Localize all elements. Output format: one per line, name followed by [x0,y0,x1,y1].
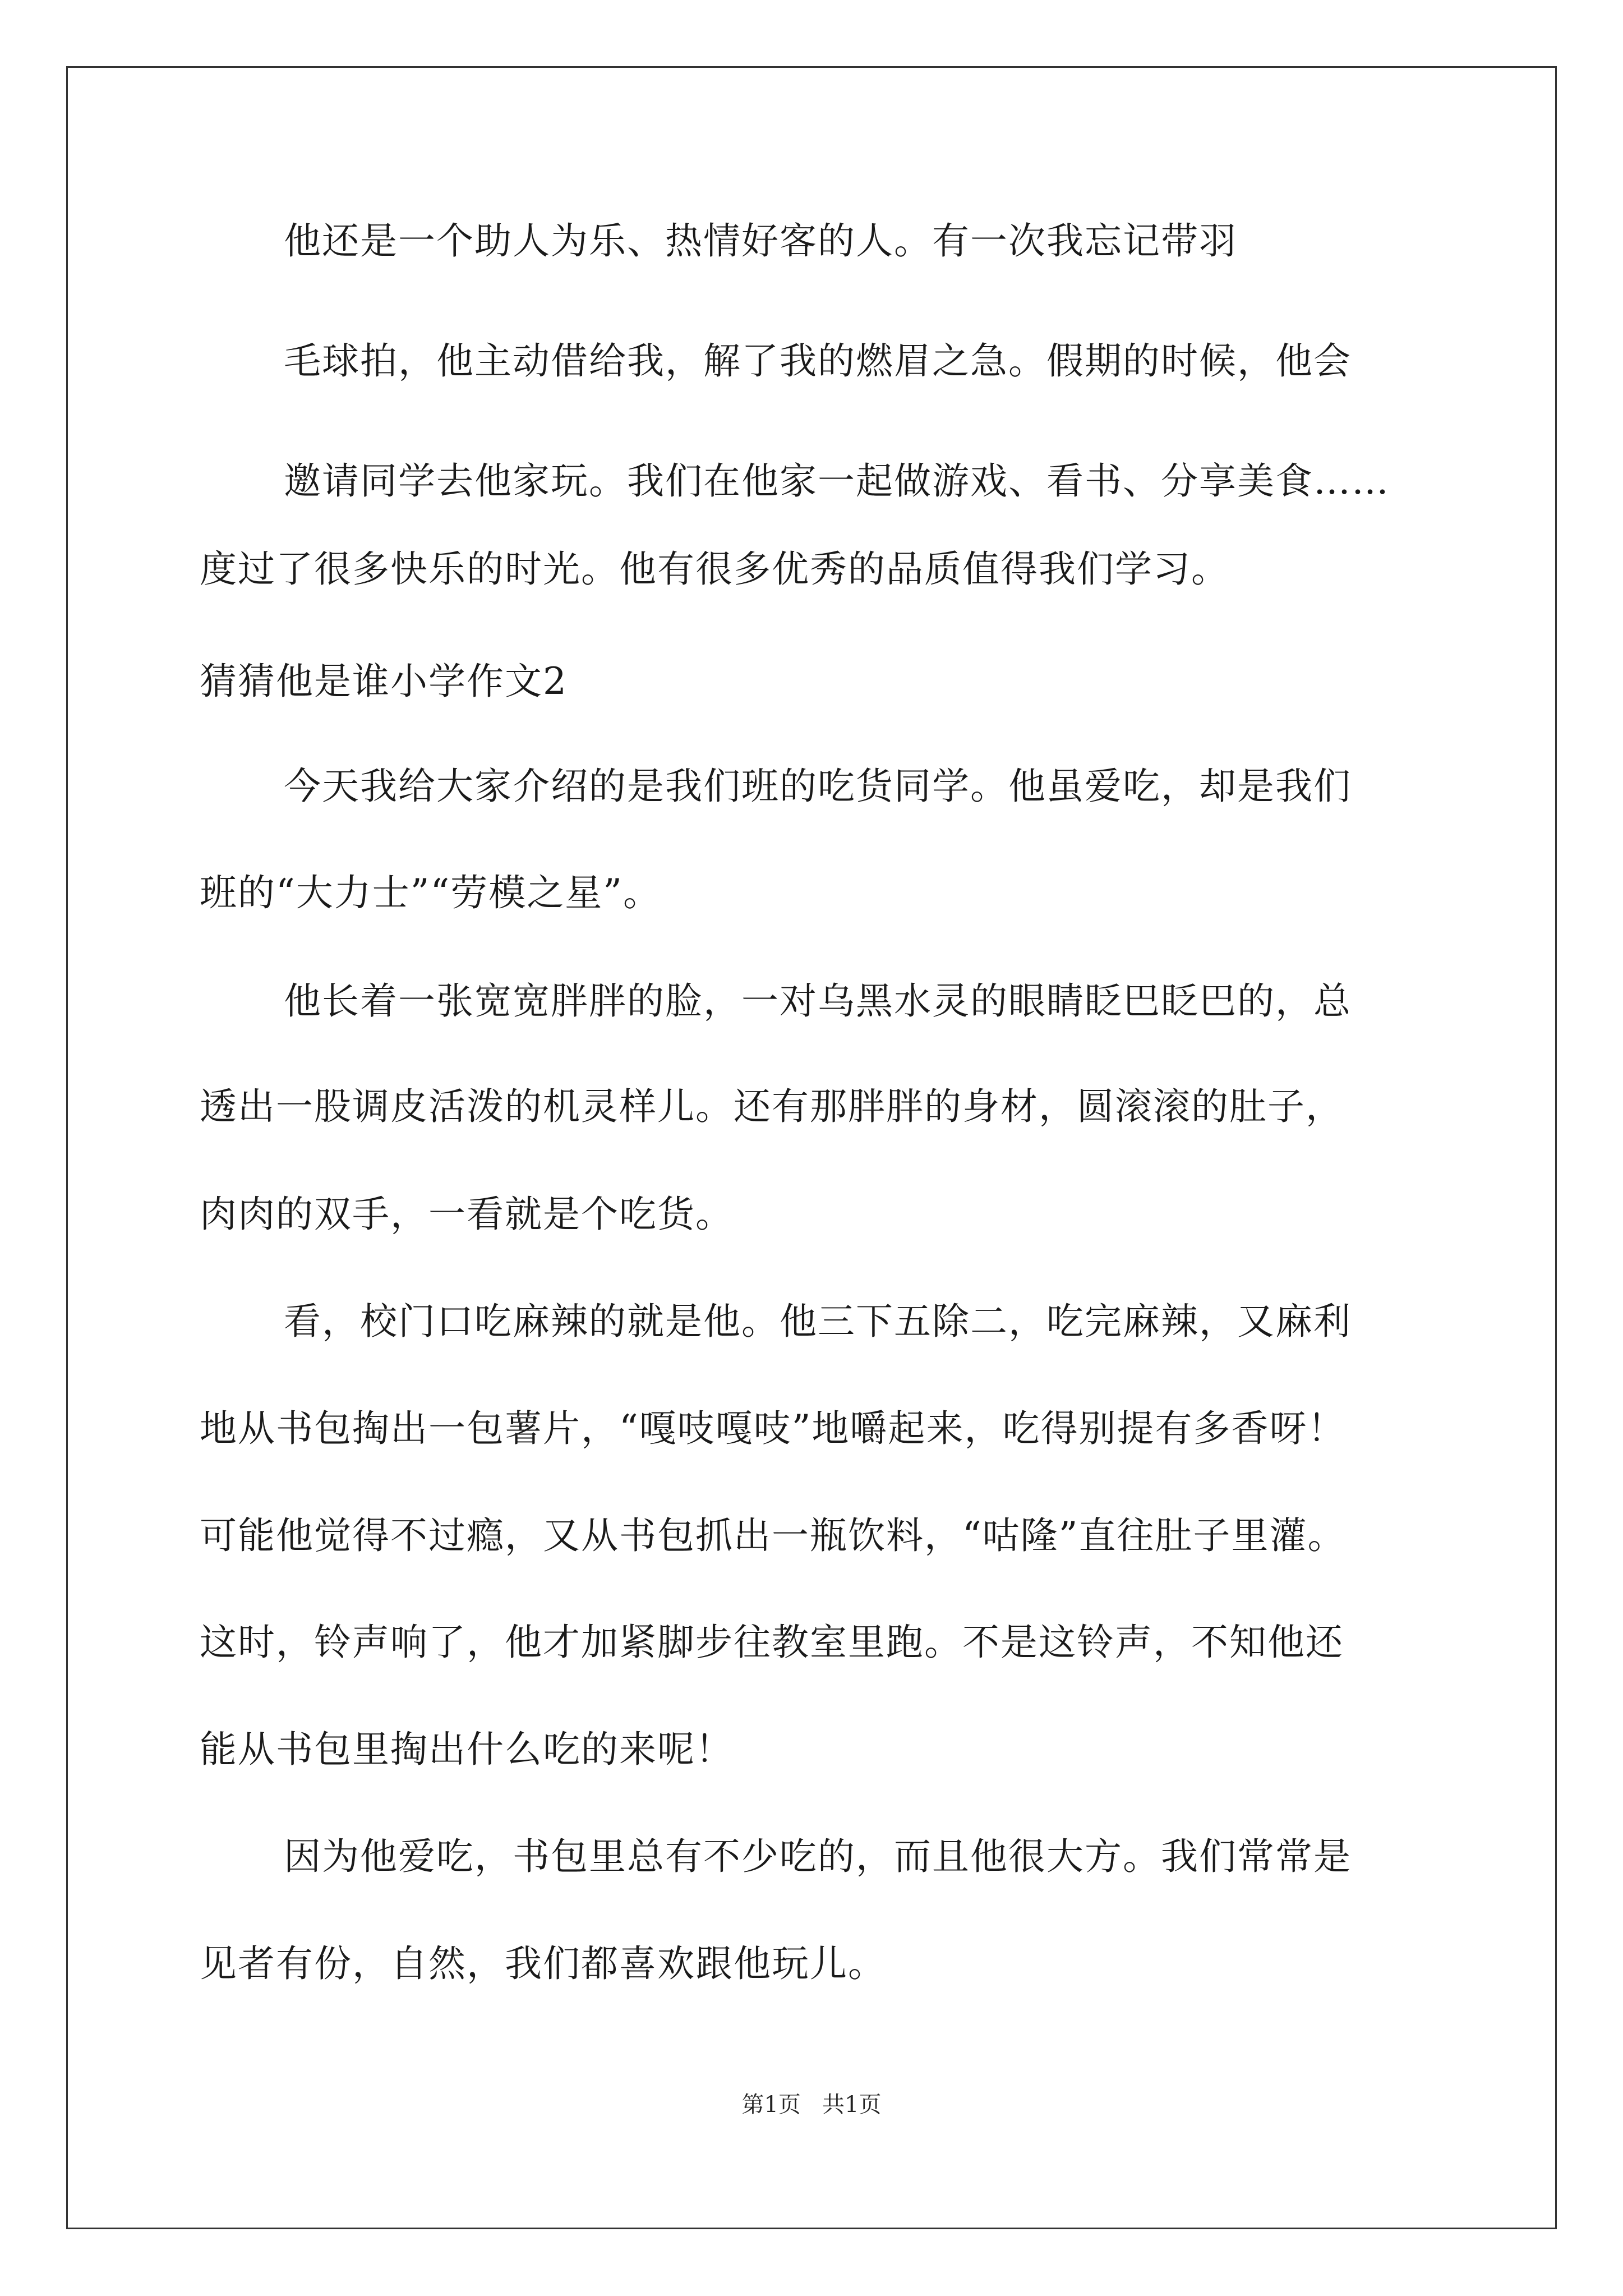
paragraph-line: 肉肉的双手，一看就是个吃货。 [200,1193,734,1236]
paragraph-line: 见者有份，自然，我们都喜欢跟他玩儿。 [200,1942,886,1985]
paragraph-line: 度过了很多快乐的时光。他有很多优秀的品质值得我们学习。 [200,547,1229,591]
paragraph-line: 他长着一张宽宽胖胖的脸，一对乌黑水灵的眼睛眨巴眨巴的，总 [284,979,1352,1023]
page-border [66,66,1557,2229]
paragraph-line: 看，校门口吃麻辣的就是他。他三下五除二，吃完麻辣，又麻利 [284,1300,1352,1343]
paragraph-line: 这时，铃声响了，他才加紧脚步往教室里跑。不是这铃声，不知他还 [200,1621,1344,1664]
page-number-footer: 第1页 共1页 [741,2092,882,2118]
paragraph-line: 能从书包里掏出什么吃的来呢！ [200,1728,734,1771]
paragraph-line: 毛球拍，他主动借给我，解了我的燃眉之急。假期的时候，他会 [284,339,1352,383]
paragraph-line: 他还是一个助人为乐、热情好客的人。有一次我忘记带羽 [284,219,1237,263]
paragraph-line: 邀请同学去他家玩。我们在他家一起做游戏、看书、分享美食…… [284,459,1390,503]
paragraph-line: 透出一股调皮活泼的机灵样儿。还有那胖胖的身材，圆滚滚的肚子， [200,1085,1344,1128]
section-heading: 猜猜他是谁小学作文2 [200,660,568,703]
paragraph-line: 今天我给大家介绍的是我们班的吃货同学。他虽爱吃，却是我们 [284,765,1352,808]
paragraph-line: 因为他爱吃，书包里总有不少吃的，而且他很大方。我们常常是 [284,1835,1352,1878]
paragraph-line: 班的“大力士”“劳模之星”。 [200,871,661,914]
paragraph-line: 可能他觉得不过瘾，又从书包抓出一瓶饮料，“咕隆”直往肚子里灌。 [200,1514,1346,1557]
paragraph-line: 地从书包掏出一包薯片，“嘎吱嘎吱”地嚼起来，吃得别提有多香呀！ [200,1407,1346,1450]
